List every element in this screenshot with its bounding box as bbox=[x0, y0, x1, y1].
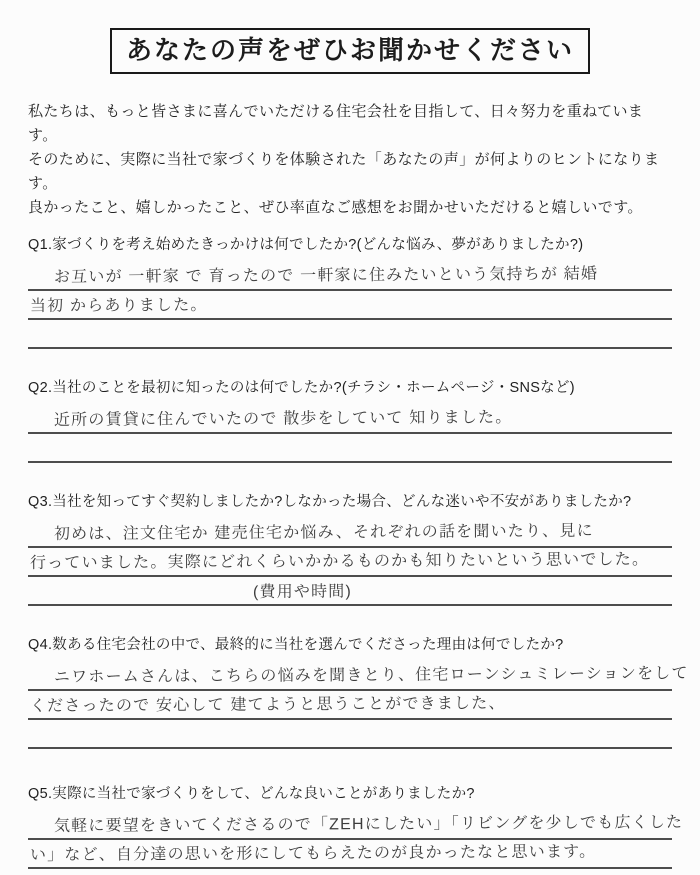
handwritten-answer: 気軽に要望をきいてくださるので「ZEHにしたい」「リビングを少しでも広くした bbox=[53, 814, 684, 835]
question-label-q4: Q4.数ある住宅会社の中で、最終的に当社を選んでくださった理由は何でしたか? bbox=[28, 637, 564, 653]
answer-line bbox=[28, 434, 672, 463]
answer-line bbox=[28, 720, 672, 749]
question-label-q2: Q2.当社のことを最初に知ったのは何でしたか?(チラシ・ホームページ・SNSなど) bbox=[28, 380, 575, 396]
questionnaire-page bbox=[0, 28, 700, 875]
answer-line bbox=[28, 256, 672, 291]
answer-line bbox=[28, 869, 672, 875]
handwritten-answer: 初めは、注文住宅か 建売住宅か悩み、それぞれの話を聞いたり、見に bbox=[53, 522, 594, 543]
answer-line bbox=[28, 320, 672, 349]
answer-line bbox=[28, 656, 689, 691]
handwritten-answer: 行っていました。実際にどれくらいかかるものかも知りたいという思いでした。 bbox=[29, 551, 650, 572]
handwritten-answer: お互いが 一軒家 で 育ったので 一軒家に住みたいという気持ちが 結婚 bbox=[53, 265, 599, 287]
answer-line bbox=[28, 805, 684, 840]
question-label-q1: Q1.家づくりを考え始めたきっかけは何でしたか?(どんな悩み、夢がありましたか?) bbox=[28, 237, 584, 253]
section-q1 bbox=[28, 235, 672, 349]
page-title: あなたの声をぜひお聞かせください bbox=[125, 35, 574, 65]
handwritten-answer: くださったので 安心して 建てようと思うことができました、 bbox=[29, 695, 506, 715]
section-q3 bbox=[28, 492, 672, 606]
question-label-q3: Q3.当社を知ってすぐ契約しましたか?しなかった場合、どんな迷いや不安がありましたか? bbox=[28, 494, 632, 510]
answer-line bbox=[28, 691, 672, 720]
answer-line bbox=[28, 548, 672, 577]
section-q4 bbox=[28, 635, 689, 749]
section-q5 bbox=[28, 784, 684, 875]
intro-text bbox=[28, 100, 672, 220]
section-q2 bbox=[28, 378, 672, 463]
handwritten-answer: (費用や時間) bbox=[252, 583, 353, 601]
question-label-q5: Q5.実際に当社で家づくりをして、どんな良いことがありましたか? bbox=[28, 786, 475, 802]
answer-line bbox=[28, 840, 672, 869]
handwritten-answer: ニワホームさんは、こちらの悩みを聞きとり、住宅ローンシュミレーションをして bbox=[53, 665, 689, 686]
intro-line-2: そのために、実際に当社で家づくりを体験された「あなたの声」が何よりのヒントになります。 bbox=[28, 151, 660, 192]
intro-line-3: 良かったこと、嬉しかったこと、ぜひ率直なご感想をお聞かせいただけると嬉しいです。 bbox=[28, 199, 643, 216]
answer-line bbox=[28, 513, 672, 548]
handwritten-answer: 当初 からありました。 bbox=[29, 296, 208, 316]
answer-line bbox=[28, 577, 672, 606]
title-box bbox=[110, 28, 590, 74]
answer-line bbox=[28, 291, 672, 320]
answer-line bbox=[28, 399, 672, 434]
handwritten-answer: 近所の賃貸に住んでいたので 散歩をしていて 知りました。 bbox=[53, 409, 513, 430]
intro-line-1: 私たちは、もっと皆さまに喜んでいただける住宅会社を目指して、日々努力を重ねています。 bbox=[28, 103, 644, 144]
handwritten-answer: い」など、自分達の思いを形にしてもらえたのが良かったなと思います。 bbox=[29, 843, 597, 864]
